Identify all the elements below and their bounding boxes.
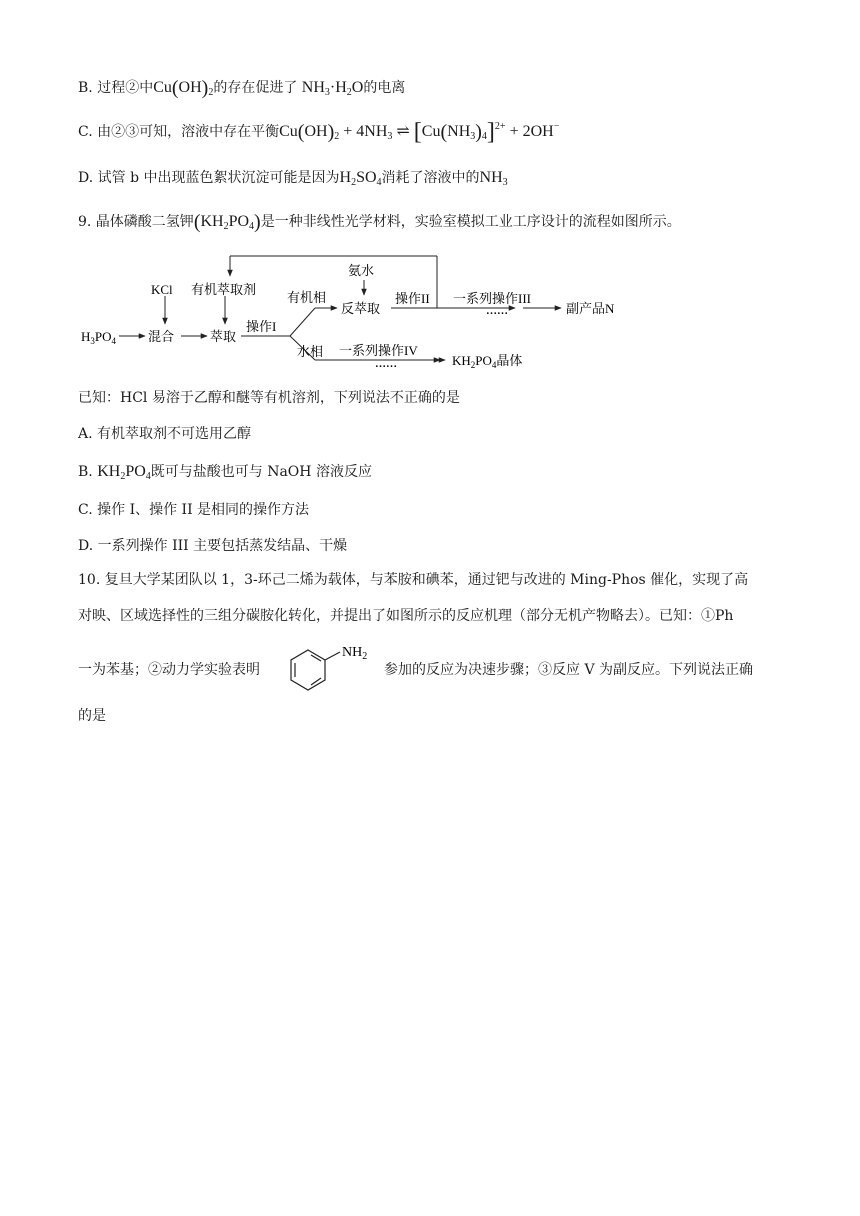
mix-label: 混合 [148,329,175,344]
crystal-label: $KH_2PO_4$晶体 [452,353,523,370]
aniline-structure [286,640,378,700]
series-3-label: 一系列操作III [453,291,531,306]
dots-3: …… [486,305,508,317]
kcl-label: KCl [151,282,173,297]
q9-option-b: B. $KH_2PO_4$既可与盐酸也可与 NaOH 溶液反应 [78,463,372,482]
ammonia-label: 氨水 [348,263,375,278]
q9-known: 已知：HCl 易溶于乙醇和醚等有机溶剂，下列说法不正确的是 [78,390,460,406]
back-extraction-label: 反萃取 [341,301,381,316]
q9-option-a: A. 有机萃取剂不可选用乙醇 [78,426,252,442]
q10-line-3b: 参加的反应为决速步骤；③反应 V 为副反应。下列说法正确 [384,662,754,678]
q9-option-c: C. 操作 I、操作 II 是相同的操作方法 [78,502,310,518]
organic-phase-label: 有机相 [287,290,327,305]
h3po4-label: $H_3PO_4$ [81,329,117,346]
q10-line-1: 10. 复旦大学某团队以 1，3-环己二烯为载体，与苯胺和碘苯，通过钯与改进的 Ming-Phos 催化，实现了高 [78,572,749,588]
extractant-label: 有机萃取剂 [191,282,257,297]
option-b: B. 过程②中$Cu(OH)_2$的存在促进了 $NH_3\cdot H_2O$的电离 [78,77,406,99]
byproduct-n-label: 副产品N [566,301,615,316]
option-c: C. 由②③可知，溶液中存在平衡$Cu(OH)_2 + 4NH_3$ ⇌ $[Cu(NH_3)_4]^{2+} + 2OH^-$ [78,119,560,145]
operation-2-label: 操作II [395,291,430,306]
question-9-stem: 9. 晶体磷酸二氢钾$(KH_2PO_4)$是一种非线性光学材料，实验室模拟工业工序设计的流程如图所示。 [78,211,681,233]
q9-option-d: D. 一系列操作 III 主要包括蒸发结晶、干燥 [78,538,348,554]
water-phase-label: 水相 [297,344,324,359]
nh2-label: $NH_2$ [342,645,368,662]
process-flow-diagram [75,250,635,375]
operation-1-label: 操作I [246,319,277,334]
extract-label: 萃取 [210,329,237,344]
series-4-label: 一系列操作IV [339,343,418,358]
dots-4: …… [375,358,397,370]
q10-line-2: 对映、区域选择性的三组分碳胺化转化，并提出了如图所示的反应机理（部分无机产物略去）。已知：①Ph [78,608,734,624]
q10-line-4: 的是 [78,708,106,724]
q10-line-3a: 一为苯基；②动力学实验表明 [78,662,260,678]
option-d: D. 试管 b 中出现蓝色絮状沉淀可能是因为$H_2SO_4$消耗了溶液中的$NH_3$ [78,169,508,188]
